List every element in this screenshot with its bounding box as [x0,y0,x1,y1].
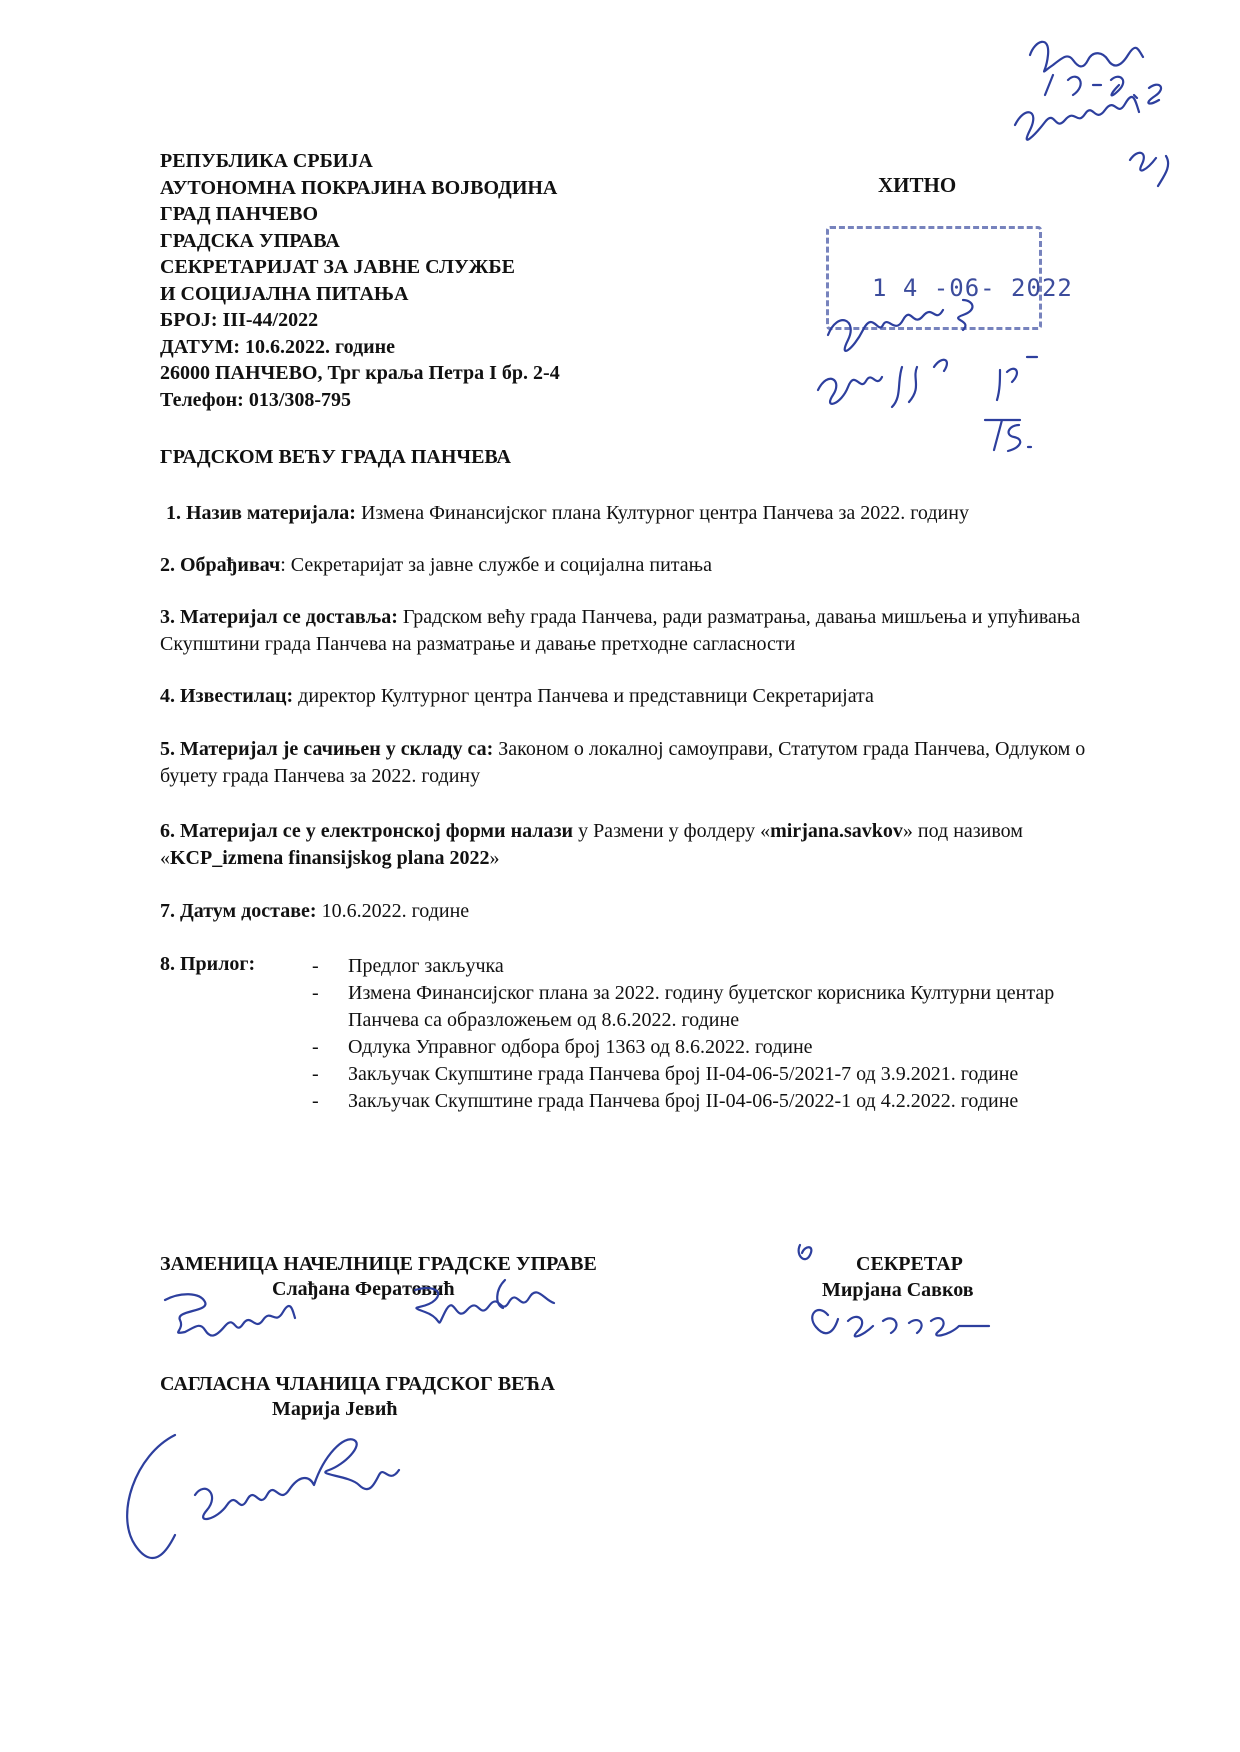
attachment-text: Одлука Управног одбора број 1363 од 8.6.2022. године [348,1036,813,1058]
attachment-text: Закључак Скупштине града Панчева број II-04-06-5/2022-1 од 4.2.2022. године [348,1090,1019,1112]
deputy-title: ЗАМЕНИЦА НАЧЕЛНИЦЕ ГРАДСКЕ УПРАВЕ [160,1253,597,1275]
handwritten-signature [812,1310,989,1336]
handwritten-note [1015,97,1139,140]
attachment-text: Измена Финансијског плана за 2022. годину буџетског корисника Културни центар Панчева са образложењем од 8.6.2022. године [348,982,1055,1031]
item-text: : Секретаријат за јавне службе и социјална питања [280,554,713,576]
file-name: KCP_izmena finansijskog plana 2022 [170,847,490,869]
attachment-text: Закључак Скупштине града Панчева број II-04-06-5/2021-7 од 3.9.2021. године [348,1063,1019,1085]
council-title: САГЛАСНА ЧЛАНИЦА ГРАДСКОГ ВЕЋА [160,1373,555,1395]
item-label: 3. Материјал се доставља: [160,606,398,628]
handwritten-note [985,420,1031,451]
item-label: 5. Материјал је сачињен у складу са: [160,738,494,760]
attachment-text: Предлог закључка [348,955,504,977]
document-number: БРОЈ: III-44/2022 [160,309,319,331]
item-text: Измена Финансијског плана Културног центра Панчева за 2022. годину [355,502,969,524]
handwritten-note [1130,153,1168,186]
handwritten-note [828,300,972,351]
item-text: 10.6.2022. године [316,900,470,922]
handwritten-signature [165,1294,295,1335]
document-date: ДАТУМ: 10.6.2022. године [160,335,396,358]
handwritten-signature [799,1245,812,1259]
item-text: Градском већу града Панчева, ради разматрања, давања мишљења и упућивања Скупштини града Панчева на разматрање и давање претходне сагласности [160,606,1081,655]
item-text: директор Културног центра Панчева и представници Секретаријата [293,685,874,707]
handwritten-signature [415,1288,554,1323]
handwritten-note [1030,42,1143,72]
list-dash: - [312,1036,319,1058]
item-label: 1. Назив материјала: [166,502,356,524]
header-line: И СОЦИЈАЛНА ПИТАЊА [160,282,409,305]
handwritten-note [1045,75,1161,103]
folder-name: mirjana.savkov [770,820,903,842]
item-label: 4. Известилац: [160,685,294,707]
deputy-name: Слађана Ферaтовић [272,1278,455,1300]
item-label: 7. Датум доставе: [160,900,317,922]
attachments-label: 8. Прилог: [160,953,256,975]
item-text: » под називом « [160,820,1023,869]
council-name: Марија Јевић [272,1398,398,1420]
secretary-title: СЕКРЕТАР [856,1253,963,1275]
item-label: 2. Обрађивач [160,554,281,576]
header-line: СЕКРЕТАРИЈАТ ЗА ЈАВНЕ СЛУЖБЕ [160,256,515,278]
header-line: ГРАД ПАНЧЕВО [160,203,319,225]
handwritten-note [997,357,1037,400]
item-label: 6. Материјал се у електронској форми налази [160,820,574,842]
header-phone: Телефон: 013/308-795 [160,388,352,411]
header-line: АУТОНОМНА ПОКРАЈИНА ВОЈВОДИНА [160,176,558,199]
urgent-label: ХИТНО [878,173,957,197]
secretary-name: Мирјана Савков [822,1279,974,1301]
item-text: » [489,847,500,869]
list-dash: - [312,1090,319,1112]
addressee: ГРАДСКОМ ВЕЋУ ГРАДА ПАНЧЕВА [160,446,511,468]
stamp-date: 1 4 -06- 2022 [872,274,1073,302]
header-address: 26000 ПАНЧЕВО, Трг краља Петра I бр. 2-4 [160,362,560,384]
handwritten-signature [127,1435,399,1558]
list-dash: - [312,1063,319,1085]
handwritten-note [818,360,947,407]
list-dash: - [312,982,319,1004]
header-line: РЕПУБЛИКА СРБИЈА [160,150,373,172]
header-line: ГРАДСКА УПРАВА [160,229,340,252]
list-dash: - [312,955,319,977]
item-text: Законом о локалној самоуправи, Статутом града Панчева, Одлуком о буџету града Панчева за 2022. годину [160,738,1086,787]
item-text: у Размени у фолдеру « [573,820,771,842]
